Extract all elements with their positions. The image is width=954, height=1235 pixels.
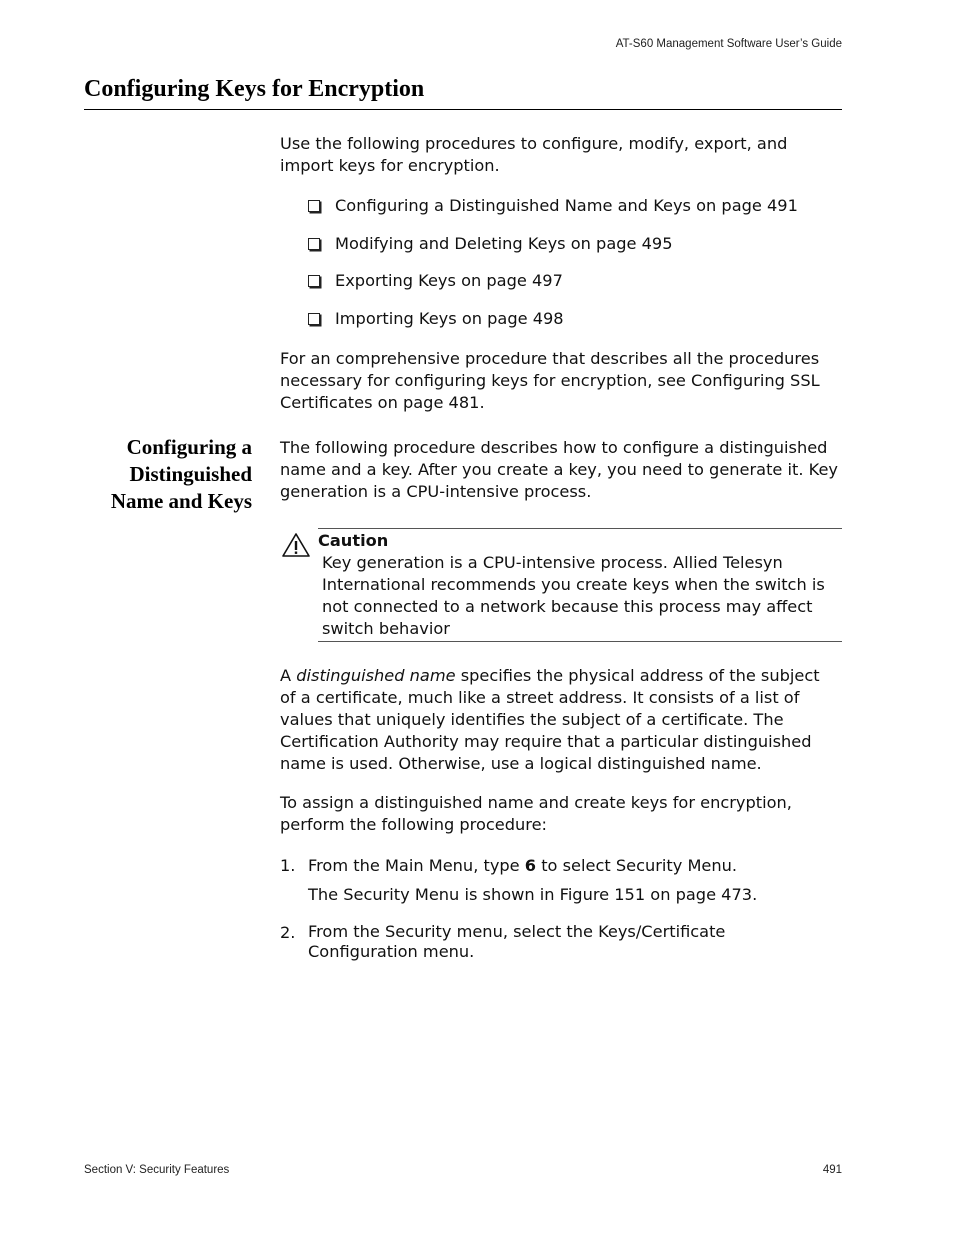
- caution-bottom-rule: [318, 641, 842, 642]
- checkbox-square-icon: [308, 313, 320, 325]
- step-text-after: to select Security Menu.: [536, 856, 738, 875]
- list-item: [308, 233, 673, 255]
- step-number: 2.: [280, 923, 296, 942]
- caution-text: Key generation is a CPU-intensive process. Allied Telesyn International recommends you create keys when the switch is not connected to a network because this process may affect switch behavior: [322, 553, 825, 638]
- caution-top-rule: [318, 528, 842, 529]
- list-item: [308, 195, 798, 217]
- followup-paragraph: For an comprehensive procedure that describes all the procedures necessary for configuring keys for encryption, see Configuring SSL Certificates on page 481.: [280, 349, 820, 412]
- caution-label: Caution: [318, 531, 389, 550]
- warning-triangle-icon: [281, 532, 311, 558]
- running-header: AT-S60 Management Software User’s Guide: [615, 38, 842, 50]
- subsection-heading-line: Configuring a: [126, 435, 252, 459]
- step-text: [308, 855, 838, 877]
- list-item-text: Importing Keys on page 498: [335, 309, 564, 328]
- list-item-text: Exporting Keys on page 497: [335, 271, 563, 290]
- assign-paragraph: To assign a distinguished name and create keys for encryption, perform the following procedure:: [280, 793, 792, 834]
- page-title: Configuring Keys for Encryption: [84, 76, 425, 102]
- list-item-text: Configuring a Distinguished Name and Keys on page 491: [335, 196, 798, 215]
- title-divider: [84, 109, 842, 110]
- footer-page-number: 491: [822, 1164, 842, 1176]
- dn-rest: specifies the physical address of the subject of a certificate, much like a street address. It consists of a list of values that uniquely identifies the subject of a certificate. The Certification Authority may require that a particular distinguished name is used. Otherwise, use a logical distinguished name.: [280, 666, 820, 773]
- step-text-before: From the Main Menu, type: [308, 856, 525, 875]
- checkbox-square-icon: [308, 275, 320, 287]
- subsection-description: The following procedure describes how to configure a distinguished name and a key. After you create a key, you need to generate it. Key generation is a CPU-intensive process.: [280, 438, 839, 501]
- checkbox-square-icon: [308, 238, 320, 250]
- dn-term: distinguished name: [296, 666, 456, 685]
- subsection-heading-line: Name and Keys: [110, 489, 252, 513]
- footer-section-label: Section V: Security Features: [84, 1164, 230, 1176]
- list-item: [308, 270, 563, 292]
- intro-paragraph: Use the following procedures to configure, modify, export, and import keys for encryption.: [280, 134, 788, 175]
- dn-prefix: A: [280, 666, 297, 685]
- subsection-heading: [111, 434, 252, 515]
- step-number: 1.: [280, 856, 296, 875]
- step-note: The Security Menu is shown in Figure 151 on page 473.: [308, 885, 758, 904]
- list-item: [308, 308, 564, 330]
- step-text: From the Security menu, select the Keys/Certificate Configuration menu.: [308, 922, 726, 961]
- checkbox-square-icon: [308, 200, 320, 212]
- step-menu-key: 6: [524, 856, 537, 875]
- distinguished-name-paragraph: [280, 665, 840, 775]
- subsection-heading-line: Distinguished: [129, 462, 252, 486]
- list-item-text: Modifying and Deleting Keys on page 495: [335, 234, 673, 253]
